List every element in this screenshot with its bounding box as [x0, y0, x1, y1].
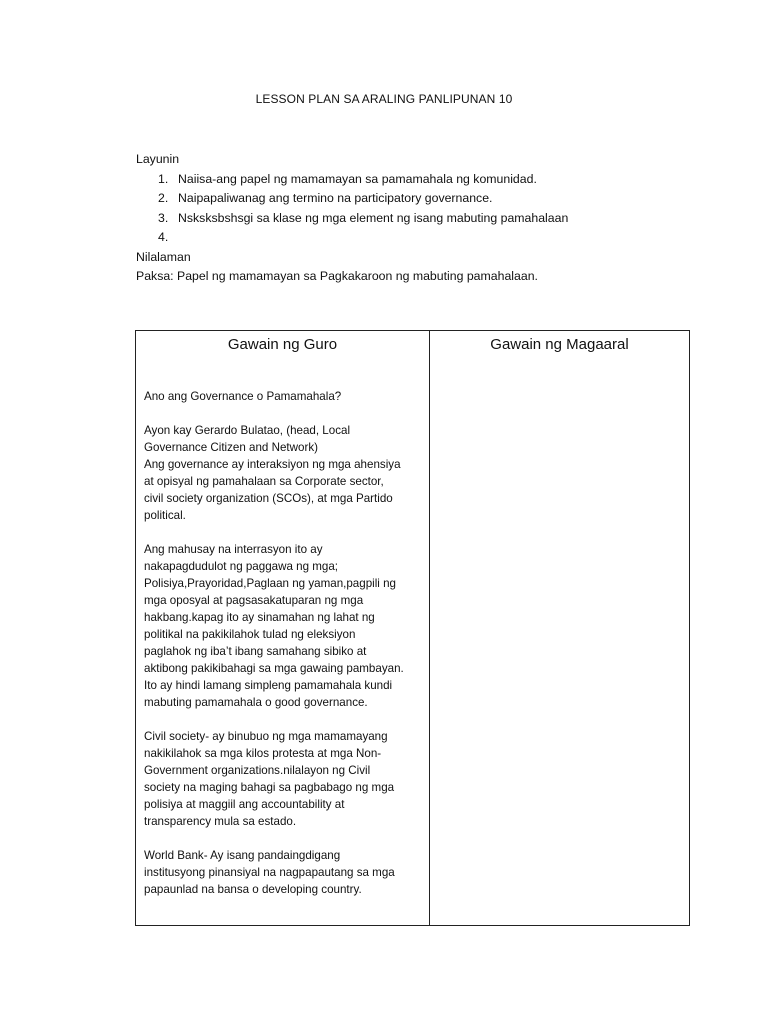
objective-text: Naiisa-ang papel ng mamamayan sa pamamahala ng komunidad. — [178, 171, 537, 186]
paragraph-line: Ayon kay Gerardo Bulatao, (head, Local — [144, 424, 351, 437]
paragraph-line: nakikilahok sa mga kilos protesta at mga Non- — [144, 747, 382, 760]
topic-line: Paksa: Papel ng mamamayan sa Pagkakaroon ng mabuting pamahalaan. — [136, 269, 538, 283]
paragraph-line: Ano ang Governance o Pamamahala? — [144, 390, 342, 403]
paragraph-line: politikal na pakikilahok tulad ng eleksiyon — [144, 628, 356, 641]
objective-number: 1. — [158, 171, 169, 186]
paragraph-line: polisiya at maggiil ang accountability at — [144, 798, 345, 811]
objective-item — [136, 228, 696, 248]
paragraph-line: World Bank- Ay isang pandaingdigang — [144, 849, 341, 862]
paragraph-line: society na maging bahagi sa pagbabago ng mga — [144, 781, 395, 794]
paragraph-line: mabuting pamamahala o good governance. — [144, 696, 368, 709]
page-title: LESSON PLAN SA ARALING PANLIPUNAN 10 — [255, 92, 513, 106]
paragraph-line: Ito ay hindi lamang simpleng pamamahala kundi — [144, 679, 393, 692]
paragraph-line: transparency mula sa estado. — [144, 815, 297, 828]
paragraph-line: aktibong pakikibahagi sa mga gawaing pambayan. — [144, 662, 404, 675]
paragraph-line: political. — [144, 509, 186, 522]
objectives-heading: Layunin — [136, 152, 180, 166]
paragraph-line: papaunlad na bansa o developing country. — [144, 883, 362, 896]
student-column — [430, 331, 689, 925]
teacher-column-header: Gawain ng Guro — [227, 336, 338, 353]
student-column-header: Gawain ng Magaaral — [490, 336, 629, 353]
teacher-paragraph — [144, 541, 421, 711]
objective-number: 3. — [158, 210, 169, 225]
teacher-paragraph — [144, 388, 421, 405]
paragraph-line: mga oposyal at pagsasakatuparan ng mga — [144, 594, 364, 607]
objective-text: Nsksksbshsgi sa klase ng mga element ng isang mabuting pamahalaan — [178, 210, 569, 225]
objective-number: 4. — [158, 230, 169, 244]
paragraph-line: institusyong pinansiyal na nagpapautang sa mga — [144, 866, 395, 879]
objective-item — [136, 209, 696, 229]
objective-text — [178, 228, 696, 248]
paragraph-line: Government organizations.nilalayon ng Civil — [144, 764, 371, 777]
paragraph-line: hakbang.kapag ito ay sinamahan ng lahat ng — [144, 611, 375, 624]
paragraph-line: Governance Citizen and Network) — [144, 441, 318, 454]
content-heading: Nilalaman — [136, 249, 191, 264]
teacher-paragraph — [144, 728, 421, 830]
paragraph-line: Ang governance ay interaksiyon ng mga ahensiya — [144, 458, 401, 471]
objectives-list — [136, 170, 696, 248]
paragraph-line: at opisyal ng pamahalaan sa Corporate sector, — [144, 475, 384, 488]
activity-table — [135, 330, 690, 926]
paragraph-line: Ang mahusay na interrasyon ito ay — [144, 543, 323, 556]
objective-item — [136, 170, 696, 190]
objectives-section — [136, 150, 696, 287]
paragraph-line: paglahok ng iba’t ibang samahang sibiko at — [144, 645, 367, 658]
paragraph-line: civil society organization (SCOs), at mga Partido — [144, 492, 393, 505]
objective-text: Naipapaliwanag ang termino na participatory governance. — [178, 191, 493, 205]
objective-item — [136, 189, 696, 209]
teacher-activities — [144, 388, 421, 898]
teacher-paragraph — [144, 422, 421, 524]
paragraph-line: Polisiya,Prayoridad,Paglaan ng yaman,pagpili ng — [144, 577, 396, 590]
teacher-column — [136, 331, 430, 925]
objective-number: 2. — [158, 191, 169, 205]
paragraph-line: Civil society- ay binubuo ng mga mamamayang — [144, 730, 388, 743]
paragraph-line: nakapagdudulot ng paggawa ng mga; — [144, 560, 339, 573]
teacher-paragraph — [144, 847, 421, 898]
